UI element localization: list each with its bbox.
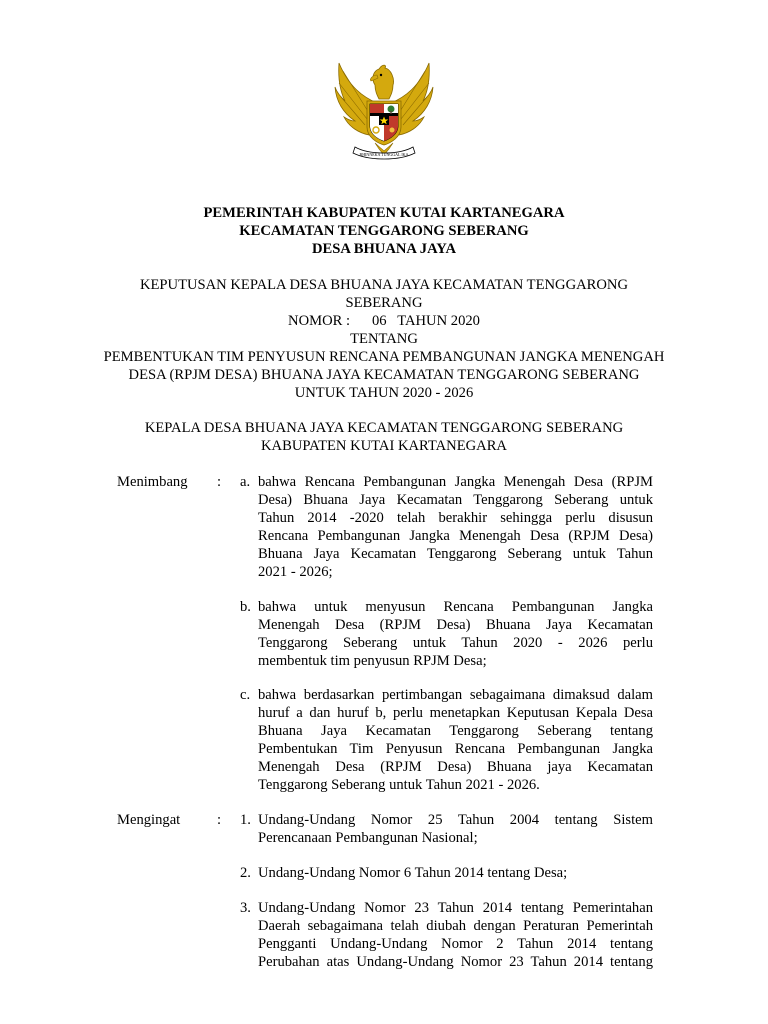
header-government: PEMERINTAH KABUPATEN KUTAI KARTANEGARA xyxy=(203,205,565,221)
text-line: huruf a dan huruf b, perlu menetapkan Keputusan Kepala Desa xyxy=(258,705,653,721)
mengingat-item-3-marker: 3. xyxy=(240,900,251,916)
mengingat-colon: : xyxy=(217,812,222,828)
decree-title-line1: KEPUTUSAN KEPALA DESA BHUANA JAYA KECAMATAN TENGGARONG xyxy=(139,277,629,293)
menimbang-item-a-marker: a. xyxy=(240,474,251,490)
text-line: membentuk tim penyusun RPJM Desa; xyxy=(258,653,487,669)
text-line: Perubahan atas Undang-Undang Nomor 23 Tahun 2014 tentang xyxy=(258,954,653,970)
text-line: 2021 - 2026; xyxy=(258,564,333,580)
text-line: Tahun 2014 -2020 telah berakhir sehingga perlu disusun xyxy=(258,510,653,526)
text-line: Daerah sebagaimana telah diubah dengan Peraturan Pemerintah xyxy=(258,918,653,934)
mengingat-label: Mengingat xyxy=(117,812,181,828)
decree-subject-line3: UNTUK TAHUN 2020 - 2026 xyxy=(294,385,474,401)
authority-line2: KABUPATEN KUTAI KARTANEGARA xyxy=(261,438,507,454)
emblem-motto: BHINNEKA TUNGGAL IKA xyxy=(359,152,409,157)
menimbang-item-c xyxy=(258,686,653,794)
menimbang-item-a xyxy=(258,473,653,581)
mengingat-item-1 xyxy=(258,811,653,847)
mengingat-item-3 xyxy=(258,899,653,971)
text-line: Bhuana Jaya Kecamatan Tenggarong Seberang tentang xyxy=(258,723,653,739)
text-line: Pengganti Undang-Undang Nomor 2 Tahun 2014 tentang xyxy=(258,936,653,952)
decree-subject-line2: DESA (RPJM DESA) BHUANA JAYA KECAMATAN TENGGARONG SEBERANG xyxy=(128,367,640,383)
text-line: Undang-Undang Nomor 6 Tahun 2014 tentang Desa; xyxy=(258,865,568,881)
garuda-pancasila-emblem xyxy=(329,57,439,165)
text-line: Rencana Pembangunan Jangka Menengah Desa (RPJM Desa) xyxy=(258,528,653,544)
garuda-icon xyxy=(329,57,439,165)
text-line: Undang-Undang Nomor 25 Tahun 2004 tentang Sistem xyxy=(258,812,653,828)
text-line: Desa) Bhuana Jaya Kecamatan Tenggarong Seberang untuk xyxy=(258,492,653,508)
decree-subject-line1: PEMBENTUKAN TIM PENYUSUN RENCANA PEMBANGUNAN JANGKA MENENGAH xyxy=(103,349,665,365)
menimbang-colon: : xyxy=(217,474,222,490)
text-line: Tenggarong Seberang untuk Tahun 2020 - 2026 perlu xyxy=(258,635,653,651)
mengingat-item-2-marker: 2. xyxy=(240,865,251,881)
text-line: bahwa untuk menyusun Rencana Pembangunan Jangka xyxy=(258,599,653,615)
mengingat-item-2 xyxy=(258,864,653,882)
decree-number: NOMOR : 06 TAHUN 2020 xyxy=(288,313,480,329)
menimbang-item-b xyxy=(258,598,653,670)
header-village: DESA BHUANA JAYA xyxy=(311,241,457,257)
text-line: Tenggarong Seberang untuk Tahun 2021 - 2026. xyxy=(258,777,540,793)
mengingat-item-1-marker: 1. xyxy=(240,812,251,828)
text-line: bahwa Rencana Pembangunan Jangka Menengah Desa (RPJM xyxy=(258,474,653,490)
text-line: bahwa berdasarkan pertimbangan sebagaimana dimaksud dalam xyxy=(258,687,653,703)
text-line: Perencanaan Pembangunan Nasional; xyxy=(258,830,478,846)
decree-title-line2: SEBERANG xyxy=(345,295,423,311)
text-line: Menengah Desa (RPJM Desa) Bhuana Jaya Kecamatan xyxy=(258,617,653,633)
menimbang-label: Menimbang xyxy=(117,474,188,490)
text-line: Menengah Desa (RPJM Desa) Bhuana jaya Kecamatan xyxy=(258,759,653,775)
header-district: KECAMATAN TENGGARONG SEBERANG xyxy=(239,223,529,239)
decree-about: TENTANG xyxy=(350,331,418,347)
text-line: Pembentukan Tim Penyusun Rencana Pembangunan Jangka xyxy=(258,741,653,757)
text-line: Bhuana Jaya Kecamatan Tenggarong Seberang untuk Tahun xyxy=(258,546,653,562)
text-line: Undang-Undang Nomor 23 Tahun 2014 tentang Pemerintahan xyxy=(258,900,653,916)
menimbang-item-b-marker: b. xyxy=(240,599,251,615)
authority-line1: KEPALA DESA BHUANA JAYA KECAMATAN TENGGARONG SEBERANG xyxy=(144,420,624,436)
menimbang-item-c-marker: c. xyxy=(240,687,251,703)
